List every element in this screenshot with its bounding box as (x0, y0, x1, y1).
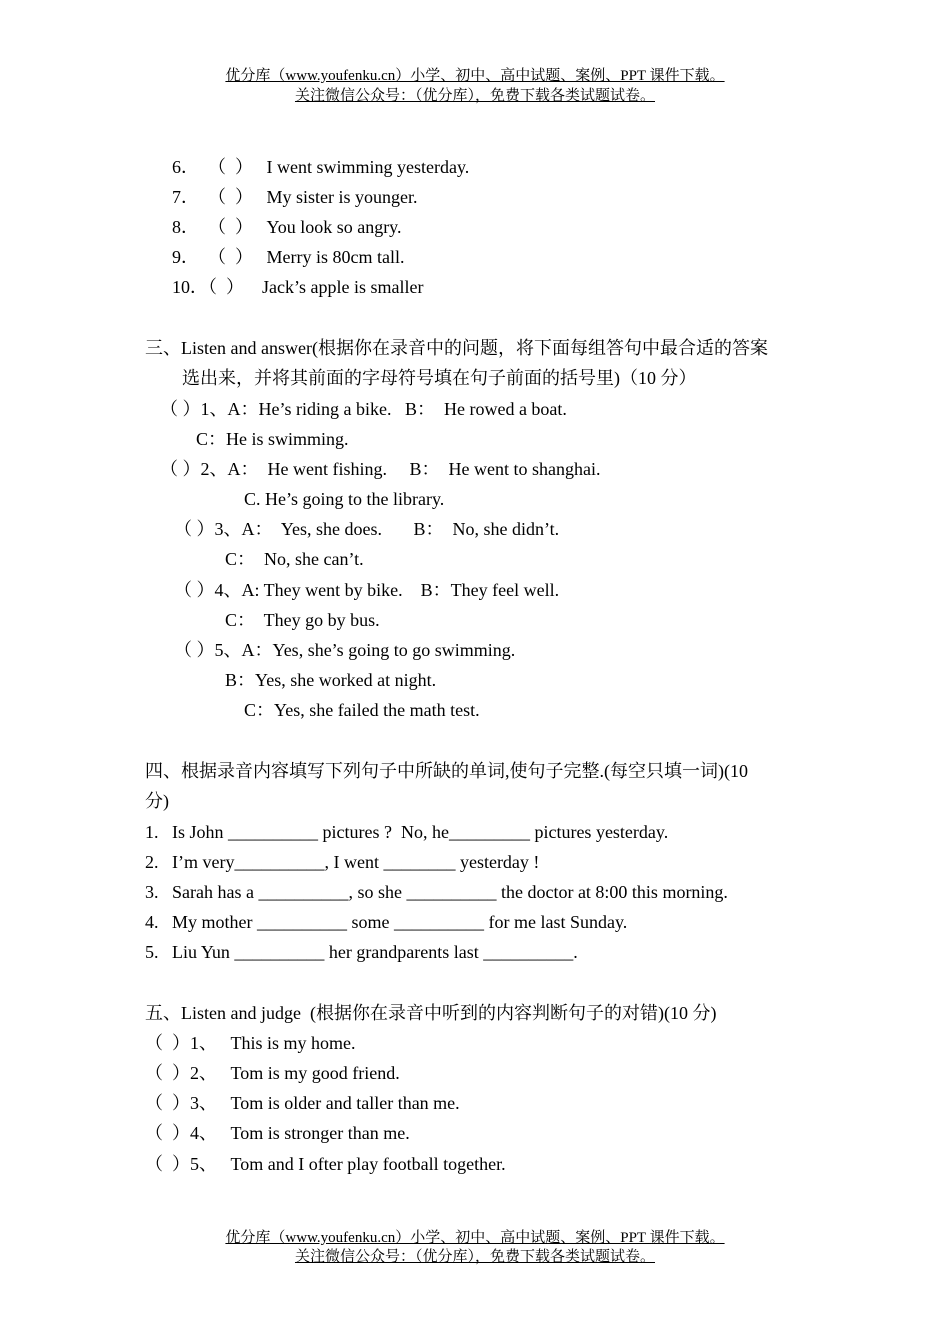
question-item: 8． （ ） You look so angry. (172, 217, 402, 237)
footer-line-2: 关注微信公众号：（优分库），免费下载各类试题试卷。 (294, 1249, 655, 1265)
question-item: （ ）5、A：Yes, she’s going to go swimming. (174, 640, 516, 660)
question-item: 6． （ ） I went swimming yesterday. (172, 157, 470, 177)
question-item: 10．（ ） Jack’s apple is smaller (172, 277, 424, 297)
judge-item: （ ）1、 This is my home. (145, 1033, 356, 1053)
question-item: （ ）4、A: They went by bike. B：They feel well. (174, 580, 560, 600)
answer-option: B：Yes, she worked at night. (225, 670, 437, 690)
question-item: 9． （ ） Merry is 80cm tall. (172, 247, 405, 267)
section-title: 五、Listen and judge (根据你在录音中听到的内容判断句子的对错)(10 分) (145, 1003, 717, 1023)
fill-in-item: 5. Liu Yun __________ her grandparents last __________. (145, 942, 578, 962)
answer-option: C：Yes, she failed the math test. (244, 700, 480, 720)
answer-option: C：He is swimming. (196, 429, 349, 449)
judge-item: （ ）2、 Tom is my good friend. (145, 1063, 400, 1083)
question-item: （ ）3、A： Yes, she does. B： No, she didn’t. (174, 519, 560, 539)
judge-item: （ ）5、 Tom and I ofter play football together. (145, 1154, 506, 1174)
answer-option: C. He’s going to the library. (244, 489, 445, 509)
section-title-continued: 选出来，并将其前面的字母符号填在句子前面的括号里)（10 分） (182, 368, 697, 388)
question-item: （ ）2、A： He went fishing. B： He went to shanghai. (160, 459, 601, 479)
section-title-continued: 分) (145, 791, 169, 811)
question-item: 7． （ ） My sister is younger. (172, 187, 418, 207)
fill-in-item: 2. I’m very__________, I went ________ yesterday ! (145, 852, 540, 872)
question-item: （ ）1、A：He’s riding a bike. B： He rowed a boat. (160, 399, 567, 419)
answer-option: C： They go by bus. (225, 610, 380, 630)
header-line-1: 优分库（www.youfenku.cn）小学、初中、高中试题、案例、PPT 课件下载。 (225, 68, 725, 84)
fill-in-item: 1. Is John __________ pictures ? No, he_________ pictures yesterday. (145, 822, 669, 842)
header-line-2: 关注微信公众号：（优分库），免费下载各类试题试卷。 (294, 88, 655, 104)
section-title: 三、Listen and answer(根据你在录音中的问题，将下面每组答句中最合适的答案 (145, 338, 768, 358)
footer-line-1: 优分库（www.youfenku.cn）小学、初中、高中试题、案例、PPT 课件下载。 (225, 1230, 725, 1246)
answer-option: C： No, she can’t. (225, 549, 364, 569)
judge-item: （ ）4、 Tom is stronger than me. (145, 1123, 410, 1143)
judge-item: （ ）3、 Tom is older and taller than me. (145, 1093, 460, 1113)
fill-in-item: 4. My mother __________ some __________ for me last Sunday. (145, 912, 628, 932)
fill-in-item: 3. Sarah has a __________, so she __________ the doctor at 8:00 this morning. (145, 882, 728, 902)
section-title: 四、根据录音内容填写下列句子中所缺的单词,使句子完整.(每空只填一词)(10 (145, 761, 748, 781)
